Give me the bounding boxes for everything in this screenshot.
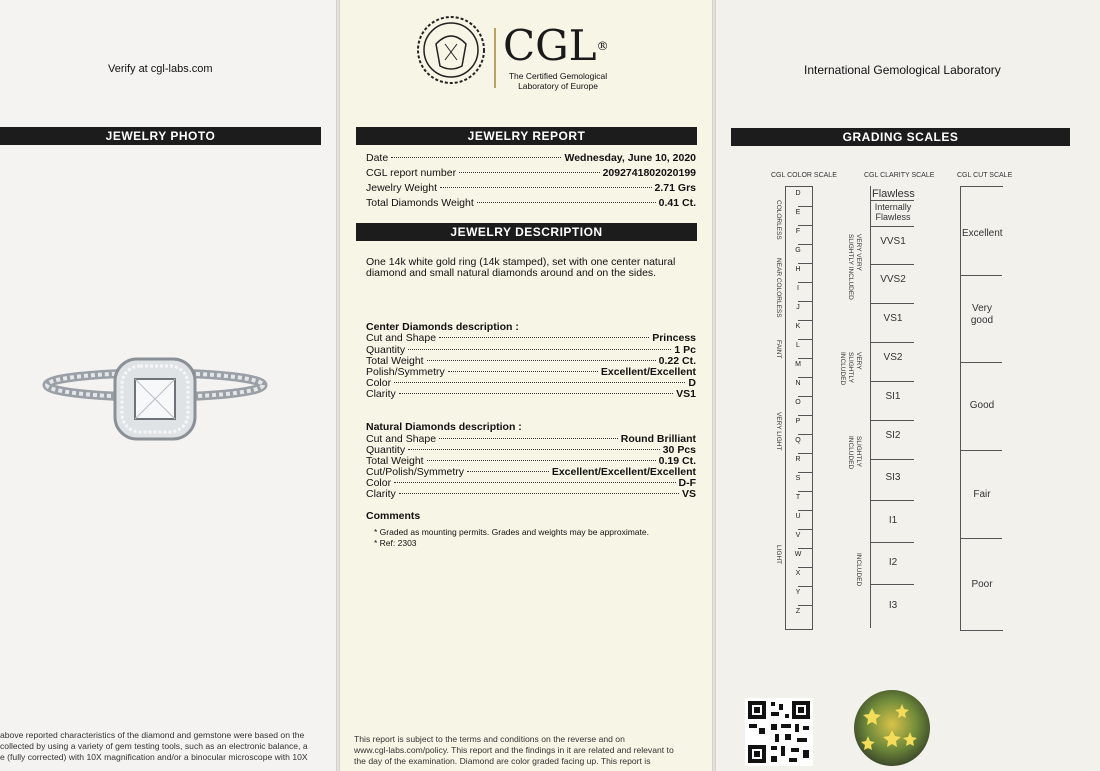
color-group-label: NEAR COLORLESS — [775, 258, 782, 318]
row-value: 2.71 Grs — [654, 182, 696, 194]
color-grade-divider — [798, 225, 812, 226]
clarity-group-label: VERY VERY SLIGHTLY INCLUDED — [847, 234, 862, 300]
row-value: 0.19 Ct. — [658, 455, 696, 467]
clarity-grade: Flawless — [872, 188, 915, 200]
color-group-label: FAINT — [775, 340, 782, 359]
cgl-seal-icon — [412, 14, 490, 86]
clarity-grade: I1 — [888, 515, 898, 526]
color-grade-o: O — [795, 399, 801, 406]
cut-grade: Poor — [971, 579, 993, 590]
color-grade-divider — [798, 339, 812, 340]
color-grade-k: K — [795, 323, 801, 330]
hologram-seal-icon — [852, 688, 932, 768]
clarity-divider — [870, 264, 914, 265]
report-row-date — [366, 152, 696, 164]
row-label: Color — [366, 377, 392, 389]
clarity-grade: VVS1 — [880, 236, 906, 247]
comment-item: * Ref: 2303 — [374, 538, 417, 548]
clarity-grade: Internally Flawless — [874, 202, 912, 222]
color-grade-s: S — [795, 475, 801, 482]
color-grade-divider — [798, 434, 812, 435]
color-grade-divider — [798, 548, 812, 549]
row-value: D — [688, 377, 696, 389]
color-grade-d: D — [795, 190, 801, 197]
jewelry-description-title: JEWELRY DESCRIPTION — [356, 223, 697, 241]
color-grade-divider — [798, 510, 812, 511]
color-grade-v: V — [795, 532, 801, 539]
jewelry-report-title: JEWELRY REPORT — [356, 127, 697, 145]
color-grade-divider — [798, 415, 812, 416]
row-label: Quantity — [366, 344, 406, 356]
color-grade-j: J — [796, 304, 800, 311]
color-grade-divider — [798, 358, 812, 359]
color-grade-divider — [798, 377, 812, 378]
clarity-group-label: SLIGHTLY INCLUDED — [847, 436, 862, 470]
color-grade-t: T — [795, 494, 801, 501]
middle-footer-line: www.cgl-labs.com/policy. This report and the findings in it are related and relevant to — [354, 745, 674, 755]
ring-photo — [40, 345, 280, 455]
color-grade-divider — [798, 320, 812, 321]
row-label: Total Weight — [366, 355, 424, 367]
jewelry-photo-title: JEWELRY PHOTO — [0, 127, 321, 145]
clarity-grade: VS1 — [883, 313, 903, 324]
row-value: 30 Pcs — [662, 444, 696, 456]
row-label: Quantity — [366, 444, 406, 456]
color-grade-divider — [798, 263, 812, 264]
cut-grade: Excellent — [962, 228, 1003, 239]
report-row-number — [366, 167, 696, 179]
row-label: Jewelry Weight — [366, 182, 437, 194]
clarity-divider — [870, 342, 914, 343]
grading-scales-title: GRADING SCALES — [731, 128, 1070, 146]
color-grade-p: P — [795, 418, 801, 425]
middle-footer — [354, 734, 699, 767]
row-value: 2092741802020199 — [602, 167, 696, 179]
clarity-divider — [870, 381, 914, 382]
color-grade-r: R — [795, 456, 801, 463]
color-grade-divider — [798, 529, 812, 530]
cut-divider — [960, 275, 1002, 276]
left-footer — [0, 730, 330, 763]
natural-diamonds-title: Natural Diamonds description : — [366, 421, 522, 433]
left-footer-line: collected by using a variety of gem testing tools, such as an electronic balance, a — [0, 741, 308, 751]
color-grade-e: E — [795, 209, 801, 216]
cgl-logo-text — [503, 21, 609, 70]
clarity-grade: I3 — [888, 600, 898, 611]
color-grade-divider — [798, 206, 812, 207]
natural-row — [366, 488, 696, 500]
row-value: Round Brilliant — [620, 433, 696, 445]
color-grade-i: I — [797, 285, 799, 292]
color-grade-l: L — [796, 342, 800, 349]
clarity-grade: SI1 — [885, 391, 901, 402]
row-label: Cut and Shape — [366, 433, 437, 445]
comments-list — [374, 527, 649, 549]
clarity-group-label: VERY SLIGHTLY INCLUDED — [839, 352, 862, 386]
row-value: 1 Pc — [674, 344, 696, 356]
cgl-subtitle-line: Laboratory of Europe — [518, 81, 598, 91]
center-row — [366, 333, 696, 344]
color-grade-divider — [798, 282, 812, 283]
row-label: Total Weight — [366, 455, 424, 467]
color-grade-g: G — [795, 247, 801, 254]
color-grade-w: W — [794, 551, 802, 558]
color-grade-divider — [798, 567, 812, 568]
jewelry-description-text: One 14k white gold ring (14k stamped), set with one center natural diamond and small natural diamonds around and on the sides. — [366, 256, 676, 279]
row-label: Date — [366, 152, 389, 164]
row-label: Cut/Polish/Symmetry — [366, 466, 465, 478]
color-grade-n: N — [795, 380, 801, 387]
comment-item: * Graded as mounting permits. Grades and weights may be approximate. — [374, 527, 649, 537]
comments-title: Comments — [366, 510, 421, 522]
cut-grade: Fair — [973, 489, 991, 500]
row-value: Wednesday, June 10, 2020 — [564, 152, 696, 164]
clarity-divider — [870, 459, 914, 460]
clarity-divider — [870, 584, 914, 585]
logo-divider — [494, 28, 496, 88]
row-value: 0.22 Ct. — [658, 355, 696, 367]
color-grade-divider — [798, 244, 812, 245]
cut-scale-head: CGL CUT SCALE — [957, 172, 1013, 179]
cut-divider — [960, 450, 1002, 451]
row-value: VS — [681, 488, 696, 500]
clarity-group-label: INCLUDED — [855, 553, 862, 587]
row-value: VS1 — [676, 388, 696, 400]
color-grade-q: Q — [795, 437, 801, 444]
row-value: D-F — [678, 477, 696, 489]
color-grade-divider — [798, 472, 812, 473]
row-label: CGL report number — [366, 167, 457, 179]
report-row-total-diamonds — [366, 197, 696, 209]
clarity-scale-head: CGL CLARITY SCALE — [864, 172, 935, 179]
cgl-wordmark: CGL — [503, 21, 597, 70]
row-label: Clarity — [366, 388, 396, 400]
clarity-divider — [870, 420, 914, 421]
row-label: Polish/Symmetry — [366, 366, 445, 378]
color-grade-divider — [798, 396, 812, 397]
row-label: Total Diamonds Weight — [366, 197, 474, 209]
left-footer-line: above reported characteristics of the diamond and gemstone were based on the — [0, 730, 305, 740]
clarity-grade: VS2 — [883, 352, 903, 363]
cut-grade: Very good — [970, 303, 994, 326]
cut-grade: Good — [969, 400, 995, 411]
cut-divider — [960, 538, 1002, 539]
verify-text: Verify at cgl-labs.com — [108, 63, 213, 75]
registered-mark: ® — [596, 39, 609, 53]
clarity-divider — [870, 226, 914, 227]
color-grade-z: Z — [795, 608, 801, 615]
clarity-grade: SI2 — [885, 430, 901, 441]
row-value: Excellent/Excellent/Excellent — [551, 466, 696, 478]
color-grade-h: H — [795, 266, 801, 273]
row-label: Color — [366, 477, 392, 489]
color-group-label: VERY LIGHT — [775, 412, 782, 451]
color-group-label: COLORLESS — [775, 200, 782, 240]
cgl-subtitle-line: The Certified Gemological — [508, 71, 608, 81]
color-grade-divider — [798, 605, 812, 606]
middle-footer-line: This report is subject to the terms and conditions on the reverse and on — [354, 734, 625, 744]
clarity-grade: VVS2 — [880, 274, 906, 285]
center-row — [366, 388, 696, 400]
color-grade-divider — [798, 453, 812, 454]
report-row-weight — [366, 182, 696, 194]
center-diamonds-title: Center Diamonds description : — [366, 321, 519, 333]
cgl-subtitle — [503, 71, 613, 91]
row-label: Clarity — [366, 488, 396, 500]
color-grade-divider — [798, 586, 812, 587]
qr-code-icon[interactable] — [745, 698, 813, 766]
color-grade-m: M — [795, 361, 801, 368]
row-value: Princess — [652, 332, 696, 344]
middle-footer-line: the day of the examination. Diamond are color graded facing up. This report is — [354, 756, 651, 766]
cut-divider — [960, 362, 1002, 363]
color-grade-f: F — [795, 228, 801, 235]
color-grade-divider — [798, 491, 812, 492]
color-grade-divider — [798, 301, 812, 302]
color-grade-y: Y — [795, 589, 801, 596]
row-value: Excellent/Excellent — [600, 366, 696, 378]
left-footer-line: e (fully corrected) with 10X magnification and/or a binocular microscope with 10X — [0, 752, 308, 762]
clarity-grade: I2 — [888, 557, 898, 568]
color-grade-x: X — [795, 570, 801, 577]
clarity-divider — [870, 542, 914, 543]
clarity-divider — [870, 303, 914, 304]
row-label: Cut and Shape — [366, 332, 437, 344]
clarity-divider — [870, 500, 914, 501]
color-group-label: LIGHT — [775, 545, 782, 565]
color-scale-head: CGL COLOR SCALE — [771, 172, 837, 179]
color-grade-u: U — [795, 513, 801, 520]
clarity-divider — [870, 200, 914, 201]
row-value: 0.41 Ct. — [658, 197, 696, 209]
clarity-grade: SI3 — [885, 472, 901, 483]
lab-name: International Gemological Laboratory — [804, 63, 1001, 77]
